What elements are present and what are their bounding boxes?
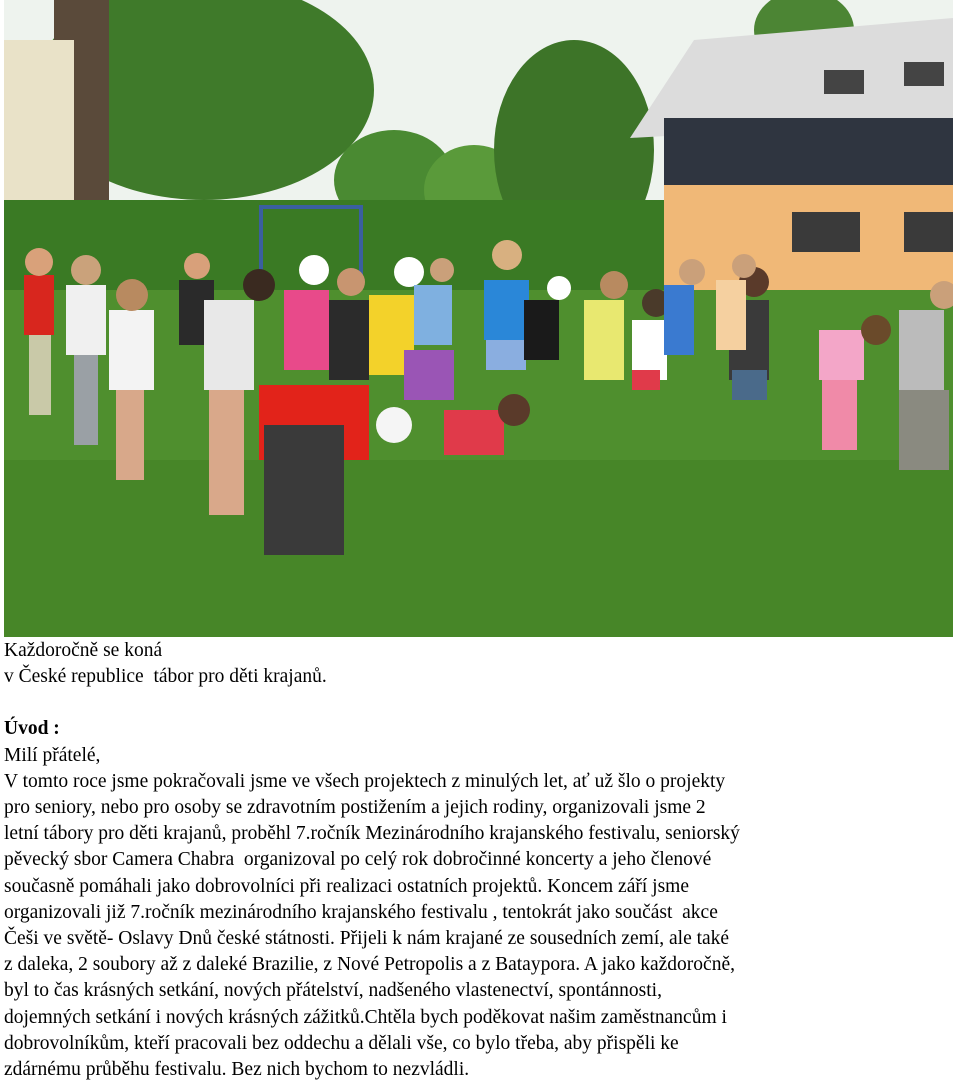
photo-illustration (4, 0, 953, 637)
body-line: Češi ve světě- Oslavy Dnů české státnosti. Přijeli k nám krajané ze sousedních zemí, ale také (4, 928, 730, 950)
caption-line-2: v České republice tábor pro děti krajanů. (4, 666, 327, 688)
greeting: Milí přátelé, (4, 744, 101, 766)
section-heading: Úvod : (4, 718, 60, 740)
body-line: z daleka, 2 soubory až z daleké Brazilie, z Nové Petropolis a z Bataypora. A jako každoročně, (4, 954, 735, 976)
paragraph-spacer (4, 690, 954, 716)
body-line: současně pomáhali jako dobrovolníci při realizaci ostatních projektů. Koncem září jsme (4, 875, 689, 897)
body-line: dojemných setkání i nových krásných zážitků.Chtěla bych poděkovat našim zaměstnancům i (4, 1006, 727, 1028)
body-line: byl to čas krásných setkání, nových přátelství, nadšeného vlastenectví, spontánnosti, (4, 980, 662, 1002)
body-line: organizovali již 7.ročník mezinárodního krajanského festivalu , tentokrát jako součást akce (4, 901, 718, 923)
caption-line-1: Každoročně se koná (4, 640, 163, 661)
body-line: zdárnému průběhu festivalu. Bez nich bychom to nezvládli. (4, 1059, 470, 1081)
body-line: dobrovolníkům, kteří pracovali bez oddechu a dělali vše, co bylo třeba, aby přispěli ke (4, 1032, 679, 1054)
photo-children-camp (4, 0, 953, 637)
body-line: V tomto roce jsme pokračovali jsme ve všech projektech z minulých let, ať už šlo o projekty (4, 770, 726, 792)
body-line: pěvecký sbor Camera Chabra organizoval po celý rok dobročinné koncerty a jeho členové (4, 849, 712, 871)
body-line: letní tábory pro děti krajanů, proběhl 7.ročník Mezinárodního krajanského festivalu, seniorský (4, 823, 740, 845)
body-line: pro seniory, nebo pro osoby se zdravotním postižením a jejich rodiny, organizovali jsme 2 (4, 797, 706, 819)
article-text (4, 638, 954, 1083)
